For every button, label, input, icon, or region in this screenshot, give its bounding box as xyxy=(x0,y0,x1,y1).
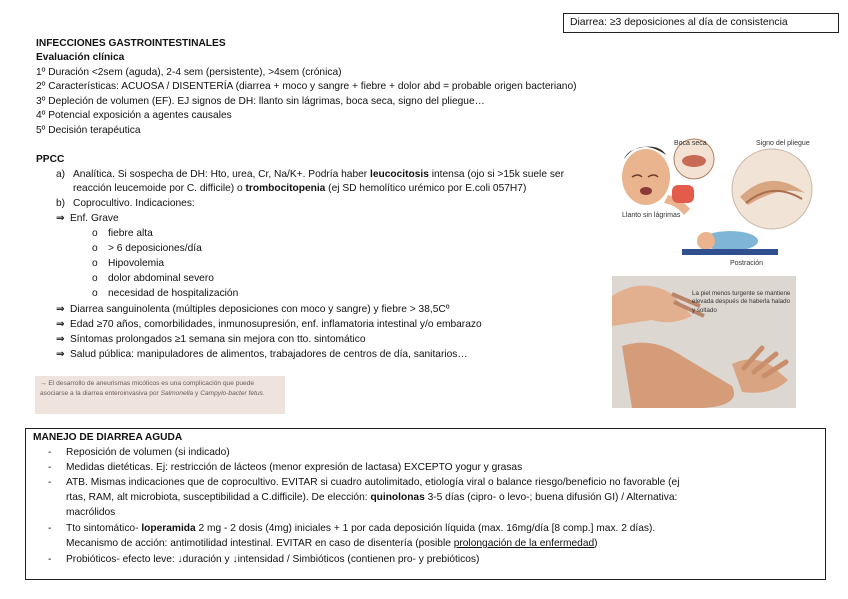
dehydration-signs-illustration xyxy=(620,137,820,269)
manejo-item xyxy=(48,446,230,460)
text: 3-5 días (cipro- o levo-; buena difusión GI) / Alternativa: xyxy=(424,492,678,503)
definition-box: Diarrea: ≥3 deposiciones al día de consistencia xyxy=(563,13,839,33)
ppcc-heading: PPCC xyxy=(36,154,65,165)
text: Enf. Grave xyxy=(70,213,119,224)
label-llanto: Llanto sin lágrimas xyxy=(622,212,681,219)
ppcc-arrow-item xyxy=(56,318,482,332)
text: reacción leucemoide por C. difficile) o xyxy=(73,183,246,194)
text: dolor abdominal severo xyxy=(108,273,214,284)
arrow-icon: ⇒ xyxy=(56,334,65,345)
manejo-item-cont xyxy=(66,491,677,505)
arrow-icon: ⇒ xyxy=(56,349,65,360)
arrow-icon: ⇒ xyxy=(56,304,65,315)
eval-item: 3º Depleción de volumen (EF). EJ signos de DH: llanto sin lágrimas, boca seca, signo del pliegue… xyxy=(36,96,485,107)
list-item xyxy=(92,242,202,256)
text: (ej SD hemolítico urémico por E.coli 057H7) xyxy=(325,183,527,194)
list-item xyxy=(92,227,153,241)
manejo-heading: MANEJO DE DIARREA AGUDA xyxy=(33,432,183,443)
ppcc-arrow-item xyxy=(56,333,366,347)
list-marker: b) xyxy=(56,198,66,209)
bold-text: quinolonas xyxy=(370,492,425,503)
text: necesidad de hospitalización xyxy=(108,288,239,299)
text: fiebre alta xyxy=(108,228,153,239)
text: Hipovolemia xyxy=(108,258,165,269)
text: . xyxy=(262,389,265,397)
manejo-item xyxy=(48,553,479,567)
bold-text: leucocitosis xyxy=(370,169,429,180)
text: Analítica. Si sospecha de DH: Hto, urea, Cr, Na/K+. Podría haber xyxy=(73,169,371,180)
ppcc-arrow-item xyxy=(56,303,449,317)
label-boca-seca: Boca seca xyxy=(674,140,707,147)
list-item xyxy=(92,287,238,301)
eval-item: 1º Duración <2sem (aguda), 2-4 sem (persistente), >4sem (crónica) xyxy=(36,67,342,78)
ppcc-item-a-cont xyxy=(73,182,526,196)
arrow-icon: ⇒ xyxy=(56,319,65,330)
manejo-item xyxy=(48,476,679,490)
italic-text: Campylo-bacter fetus xyxy=(200,389,263,397)
italic-text: Salmonella xyxy=(160,389,194,397)
text: y xyxy=(193,389,201,397)
list-item xyxy=(92,272,214,286)
label-signo-pliegue: Signo del pliegue xyxy=(756,140,810,147)
list-marker: a) xyxy=(56,169,66,180)
text: Diarrea sanguinolenta (múltiples deposiciones con moco y sangre) y fiebre > 38,5Cº xyxy=(70,304,450,315)
dash-bullet: - xyxy=(48,554,52,565)
lower-hand-icon xyxy=(622,343,734,408)
ppcc-arrow-item xyxy=(56,348,468,362)
bold-text: trombocitopenia xyxy=(245,183,326,194)
circle-bullet-icon: o xyxy=(92,243,98,254)
text: Probióticos- efecto leve: ↓duración y ↓intensidad / Simbióticos (contienen pro- y prebióticos) xyxy=(66,554,480,565)
text: Tto sintomático- xyxy=(66,523,142,534)
dash-bullet: - xyxy=(48,462,52,473)
text: Síntomas prolongados ≥1 semana sin mejora con tto. sintomático xyxy=(70,334,366,345)
text: rtas, RAM, alt microbiota, susceptibilidad a C.difficile). De elección: xyxy=(66,492,371,503)
manejo-item-cont xyxy=(66,537,598,551)
manejo-item-cont: macrólidos xyxy=(66,507,116,518)
aneurysm-note xyxy=(35,376,285,414)
page-title: INFECCIONES GASTROINTESTINALES xyxy=(36,38,226,49)
text: Reposición de volumen (si indicado) xyxy=(66,447,230,458)
dash-bullet: - xyxy=(48,447,52,458)
text: Edad ≥70 años, comorbilidades, inmunosupresión, enf. inflamatoria intestinal y/o embarazo xyxy=(70,319,482,330)
circle-bullet-icon: o xyxy=(92,258,98,269)
text: > 6 deposiciones/día xyxy=(108,243,202,254)
circle-bullet-icon: o xyxy=(92,228,98,239)
text: intensa (ojo si >15k suele ser xyxy=(428,169,564,180)
underlined-text: prolongación de la enfermedad xyxy=(453,538,595,549)
ppcc-item-b xyxy=(56,197,195,211)
eval-item: 5º Decisión terapéutica xyxy=(36,125,141,136)
eval-item: 4º Potencial exposición a agentes causales xyxy=(36,110,232,121)
text: Medidas dietéticas. Ej: restricción de lácteos (menor expresión de lactasa) EXCEPTO yogur y grasas xyxy=(66,462,523,473)
text: Salud pública: manipuladores de alimentos, trabajadores de centros de día, sanitarios… xyxy=(70,349,468,360)
circle-bullet-icon: o xyxy=(92,288,98,299)
label-postracion: Postración xyxy=(730,260,764,267)
eval-item: 2º Características: ACUOSA / DISENTERÍA (diarrea + moco y sangre + fiebre + dolor abd = probable origen bacteriano) xyxy=(36,81,577,92)
circle-bullet-icon: o xyxy=(92,273,98,284)
text: ATB. Mismas indicaciones que de coprocultivo. EVITAR si cuadro autolimitado, etiología viral o balance riesgo/beneficio no favorable (ej xyxy=(66,477,680,488)
text: ) xyxy=(594,538,598,549)
text: 2 mg - 2 dosis (4mg) iniciales + 1 por cada deposición líquida (max. 16mg/día [8 comp.] max. 2 días). xyxy=(195,523,656,534)
eval-heading: Evaluación clínica xyxy=(36,52,125,63)
ppcc-enf-grave xyxy=(56,212,119,226)
skin-turgor-photo xyxy=(612,276,796,408)
text: Mecanismo de acción: antimotilidad intestinal. EVITAR en caso de disentería (posible xyxy=(66,538,454,549)
dash-bullet: - xyxy=(48,477,52,488)
ppcc-item-a xyxy=(56,168,564,182)
manejo-item xyxy=(48,522,655,536)
skin-turgor-caption: La piel menos turgente se mantiene elevada después de haberla halado y soltado xyxy=(692,290,791,314)
child-face-icon xyxy=(622,149,670,205)
manejo-box xyxy=(25,428,826,580)
text: → El desarrollo de aneurismas micóticos es una complicación que puede asociarse a la diarrea enteroinvasiva por xyxy=(40,380,255,397)
list-item xyxy=(92,257,164,271)
manejo-item xyxy=(48,461,522,475)
arrow-icon: ⇒ xyxy=(56,213,65,224)
dash-bullet: - xyxy=(48,523,52,534)
text: Coprocultivo. Indicaciones: xyxy=(73,198,195,209)
bold-text: loperamida xyxy=(141,523,196,534)
